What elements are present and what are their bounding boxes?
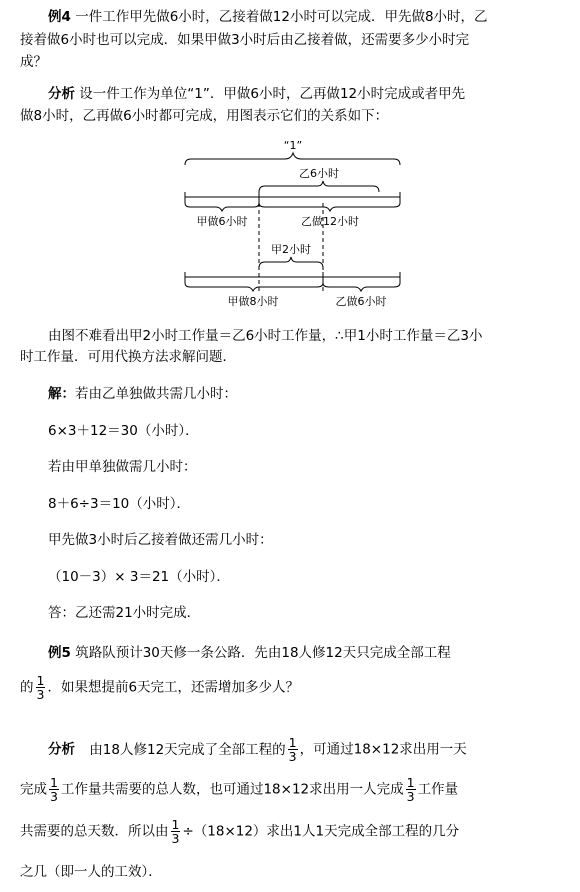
- analysis5-text1a: 由18人修12天完成了全部工程的: [89, 741, 286, 758]
- fraction-one-third: $\frac{1}{3}$: [36, 673, 45, 702]
- fraction-one-third: $\frac{1}{3}$: [50, 775, 58, 804]
- solution-text2: 若由甲单独做需几小时：: [48, 459, 197, 475]
- ex5-text2b: ．如果想提前6天完工，还需增加多少人？: [47, 679, 300, 696]
- analysis5-line2: [20, 776, 458, 803]
- solution-line: [48, 384, 237, 404]
- ex4-text1: 一件工作甲先做6小时，乙接着做12小时可以完成．甲先做8小时，乙: [75, 9, 488, 25]
- fraction-one-third: $\frac{1}{3}$: [288, 735, 297, 764]
- reason-line1: 由图不难看出甲2小时工作量＝乙6小时工作量，∴甲1小时工作量＝乙3小: [48, 328, 483, 344]
- ex5-text1: 筑路队预计30天修一条公路．先由18人修12天只完成全部工程: [75, 645, 451, 661]
- label-jia6: 甲做6小时: [196, 215, 248, 228]
- label-yi6b: 乙做6小时: [335, 295, 387, 308]
- analysis4-line2: 做8小时，乙再做6小时都可完成，用图表示它们的关系如下：: [20, 108, 389, 124]
- label-yi12: 乙做12小时: [301, 215, 359, 228]
- brace-jia6: [185, 203, 259, 211]
- brace-yi12: [259, 203, 400, 211]
- brace-jia8: [185, 283, 323, 291]
- label-total: “1”: [283, 139, 303, 152]
- analysis5-text2b: 工作量共需要的总人数，也可通过18×12求出用一人完成: [60, 781, 404, 798]
- ex4-line1: [48, 7, 488, 27]
- analysis5-label: 分析: [48, 741, 75, 758]
- work-diagram: [0, 135, 580, 315]
- brace-total: [185, 153, 400, 165]
- ex5-line2: [20, 674, 299, 701]
- ex4-line3: 成？: [20, 54, 47, 70]
- solution-eq1: 6×3＋12＝30（小时）．: [48, 423, 199, 439]
- analysis5-text2c: 工作量: [417, 781, 459, 798]
- label-jia8: 甲做8小时: [227, 295, 279, 308]
- fraction-one-third: $\frac{1}{3}$: [406, 775, 415, 804]
- analysis5-text1b: ，可通过18×12求出用一天: [299, 741, 467, 758]
- ex4-label: 例4: [48, 9, 71, 25]
- ex4-line2: 接着做6小时也可以完成．如果甲做3小时后由乙接着做，还需要多少小时完: [20, 32, 470, 48]
- solution-label: 解：: [48, 386, 75, 402]
- reason-line2: 时工作量．可用代换方法求解问题．: [20, 349, 236, 365]
- ex5-label: 例5: [48, 645, 71, 661]
- ex5-line1: [48, 643, 451, 663]
- solution-eq3: （10－3）× 3＝21（小时）．: [48, 569, 230, 585]
- analysis4-text1: 设一件工作为单位“1”．甲做6小时，乙再做12小时完成或者甲先: [79, 86, 466, 102]
- analysis5-line4: 之几（即一人的工效）．: [20, 864, 162, 880]
- ex5-text2a: 的: [20, 679, 34, 696]
- brace-yi6: [259, 181, 379, 192]
- analysis5-text3a: 共需要的总天数．所以由: [20, 823, 169, 840]
- brace-jia2: [259, 257, 323, 268]
- label-yi6: 乙6小时: [299, 167, 339, 180]
- fraction-one-third: $\frac{1}{3}$: [171, 817, 180, 846]
- solution-text3: 甲先做3小时后乙接着做还需几小时：: [48, 532, 273, 548]
- solution-answer: 答：乙还需21小时完成．: [48, 605, 201, 621]
- analysis4-line1: [48, 84, 465, 104]
- analysis5-line3: [20, 818, 459, 845]
- label-jia2: 甲2小时: [271, 243, 311, 256]
- brace-yi6b: [323, 283, 400, 291]
- analysis4-label: 分析: [48, 86, 75, 102]
- analysis5-text3b: ÷（18×12）求出1人1天完成全部工程的几分: [182, 823, 460, 840]
- analysis5-text2a: 完成: [20, 781, 47, 798]
- solution-text1: 若由乙单独做共需几小时：: [75, 386, 237, 402]
- analysis5-line1: [48, 736, 467, 763]
- solution-eq2: 8＋6÷3＝10（小时）．: [48, 496, 191, 512]
